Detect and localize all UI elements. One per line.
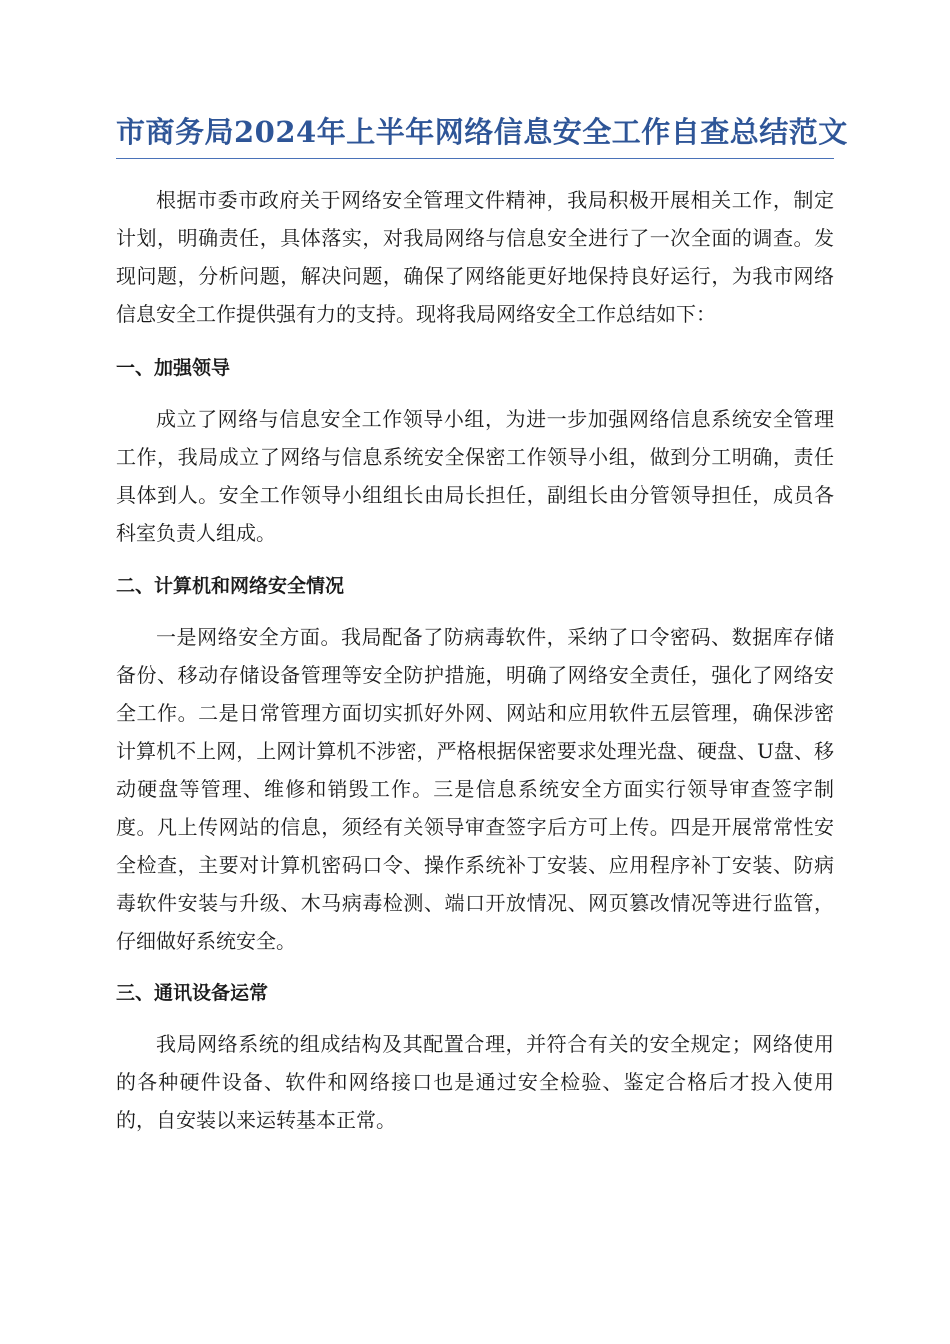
section-heading-computer-network: 二、计算机和网络安全情况 xyxy=(116,575,345,597)
document-page xyxy=(116,110,848,1139)
document-title: 市商务局2024年上半年网络信息安全工作自查总结范文 xyxy=(116,110,834,159)
section-body-computer-network: 一是网络安全方面。我局配备了防病毒软件，采纳了口令密码、数据库存储备份、移动存储设备管理等安全防护措施，明确了网络安全责任，强化了网络安全工作。二是日常管理方面切实抓好外网、网站和应用软件五层管理，确保涉密计算机不上网，上网计算机不涉密，严格根据保密要求处理光盘、硬盘、U盘、移动硬盘等管理、维修和销毁工作。三是信息系统安全方面实行领导审查签字制度。凡上传网站的信息，须经有关领导审查签字后方可上传。四是开展常常性安全检查，主要对计算机密码口令、操作系统补丁安装、应用程序补丁安装、防病毒软件安装与升级、木马病毒检测、端口开放情况、网页篡改情况等进行监管，仔细做好系统安全。 xyxy=(116,625,834,953)
section-body-leadership: 成立了网络与信息安全工作领导小组，为进一步加强网络信息系统安全管理工作，我局成立了网络与信息系统安全保密工作领导小组，做到分工明确，责任具体到人。安全工作领导小组组长由局长担任，副组长由分管领导担任，成员各科室负责人组成。 xyxy=(116,407,834,545)
section-heading-leadership: 一、加强领导 xyxy=(116,357,231,379)
section-body-communication: 我局网络系统的组成结构及其配置合理，并符合有关的安全规定；网络使用的各种硬件设备、软件和网络接口也是通过安全检验、鉴定合格后才投入使用的，自安装以来运转基本正常。 xyxy=(116,1032,834,1132)
section-heading-communication: 三、通讯设备运常 xyxy=(116,982,269,1004)
intro-paragraph: 根据市委市政府关于网络安全管理文件精神，我局积极开展相关工作，制定计划，明确责任，具体落实，对我局网络与信息安全进行了一次全面的调查。发现问题，分析问题，解决问题，确保了网络能更好地保持良好运行，为我市网络信息安全工作提供强有力的支持。现将我局网络安全工作总结如下： xyxy=(116,188,834,326)
